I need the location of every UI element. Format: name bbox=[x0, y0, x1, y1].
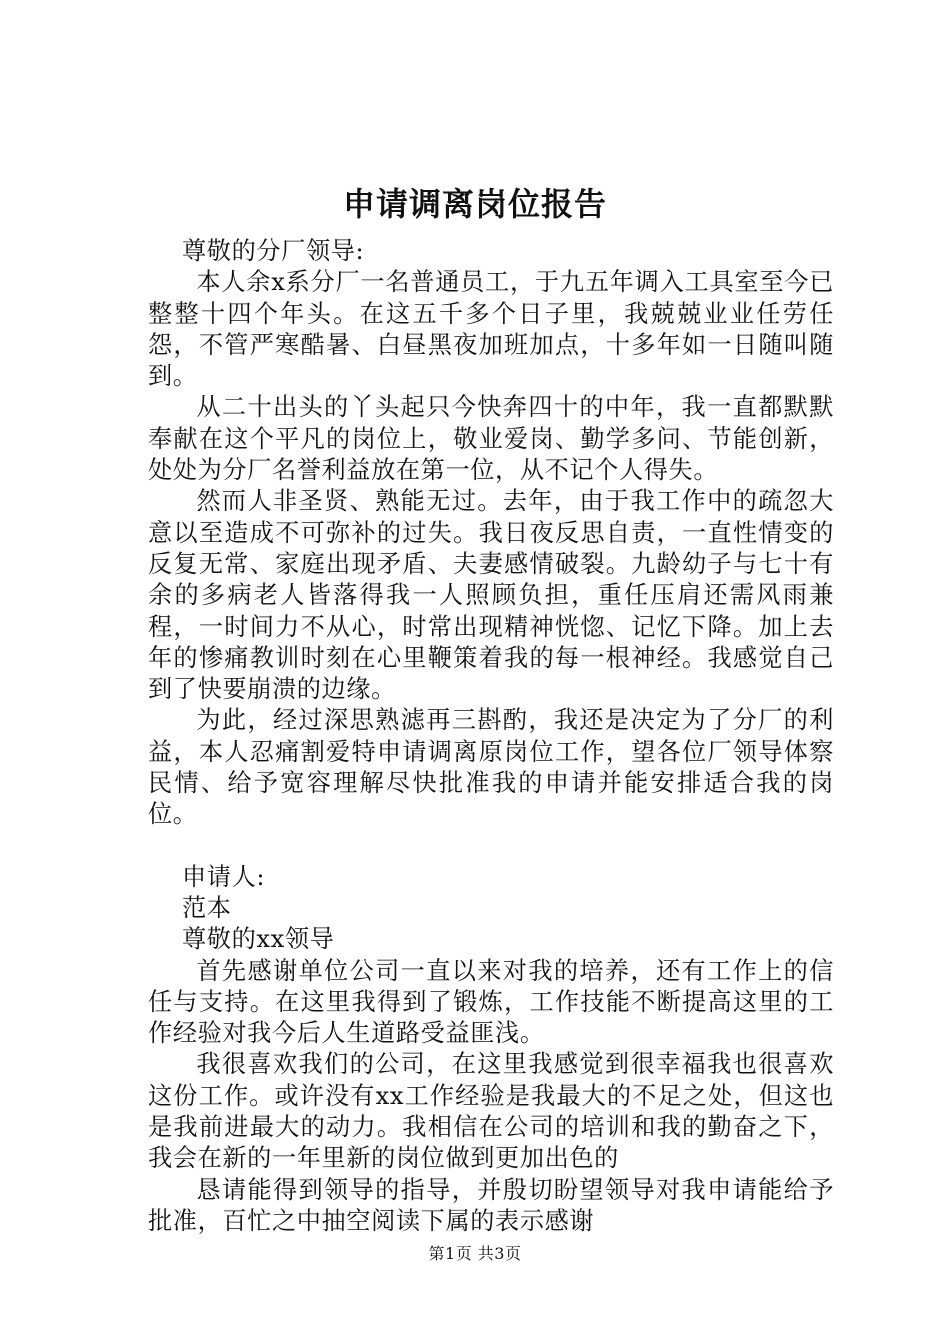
paragraph: 恳请能得到领导的指导，并殷切盼望领导对我申请能给予批准，百忙之中抽空阅读下属的表示感谢 bbox=[148, 1175, 834, 1235]
paragraph: 本人余x系分厂一名普通员工，于九五年调入工具室至今已整整十四个年头。在这五千多个日子里，我兢兢业业任劳任怨，不管严寒酷暑、白昼黑夜加班加点，十多年如一日随叫随到。 bbox=[148, 268, 834, 391]
paragraph: 然而人非圣贤、熟能无过。去年，由于我工作中的疏忽大意以至造成不可弥补的过失。我日夜反思自责，一直性情变的反复无常、家庭出现矛盾、夫妻感情破裂。九龄幼子与七十有余的多病老人皆落得我一人照顾负担，重任压肩还需风雨兼程，一时间力不从心，时常出现精神恍惚、记忆下降。加上去年的惨痛教训时刻在心里鞭策着我的每一根神经。我感觉自己到了快要崩溃的边缘。 bbox=[148, 487, 834, 704]
applicant-label: 申请人: bbox=[182, 862, 266, 891]
document-body bbox=[148, 236, 834, 1237]
sample-label: 范本 bbox=[182, 893, 232, 922]
document-title: 申请调离岗位报告 bbox=[342, 185, 607, 223]
salutation: 尊敬的分厂领导: bbox=[182, 237, 365, 265]
salutation-2: 尊敬的xx领导 bbox=[182, 925, 335, 954]
paragraph: 首先感谢单位公司一直以来对我的培养，还有工作上的信任与支持。在这里我得到了锻炼，工作技能不断提高这里的工作经验对我今后人生道路受益匪浅。 bbox=[148, 956, 834, 1048]
paragraph: 从二十出头的丫头起只今快奔四十的中年，我一直都默默奉献在这个平凡的岗位上，敬业爱岗、勤学多问、节能创新，处处为分厂名誉利益放在第一位，从不记个人得失。 bbox=[148, 393, 834, 485]
blank-line bbox=[148, 831, 834, 862]
page-footer: 第1页 共3页 bbox=[428, 1244, 522, 1263]
paragraph: 为此，经过深思熟滤再三斟酌，我还是决定为了分厂的利益，本人忍痛割爱特申请调离原岗位工作，望各位厂领导体察民情、给予宽容理解尽快批准我的申请并能安排适合我的岗位。 bbox=[148, 706, 834, 829]
paragraph: 我很喜欢我们的公司，在这里我感觉到很幸福我也很喜欢这份工作。或许没有xx工作经验是我最大的不足之处，但这也是我前进最大的动力。我相信在公司的培训和我的勤奋之下，我会在新的一年里新的岗位做到更加出色的 bbox=[148, 1050, 834, 1173]
